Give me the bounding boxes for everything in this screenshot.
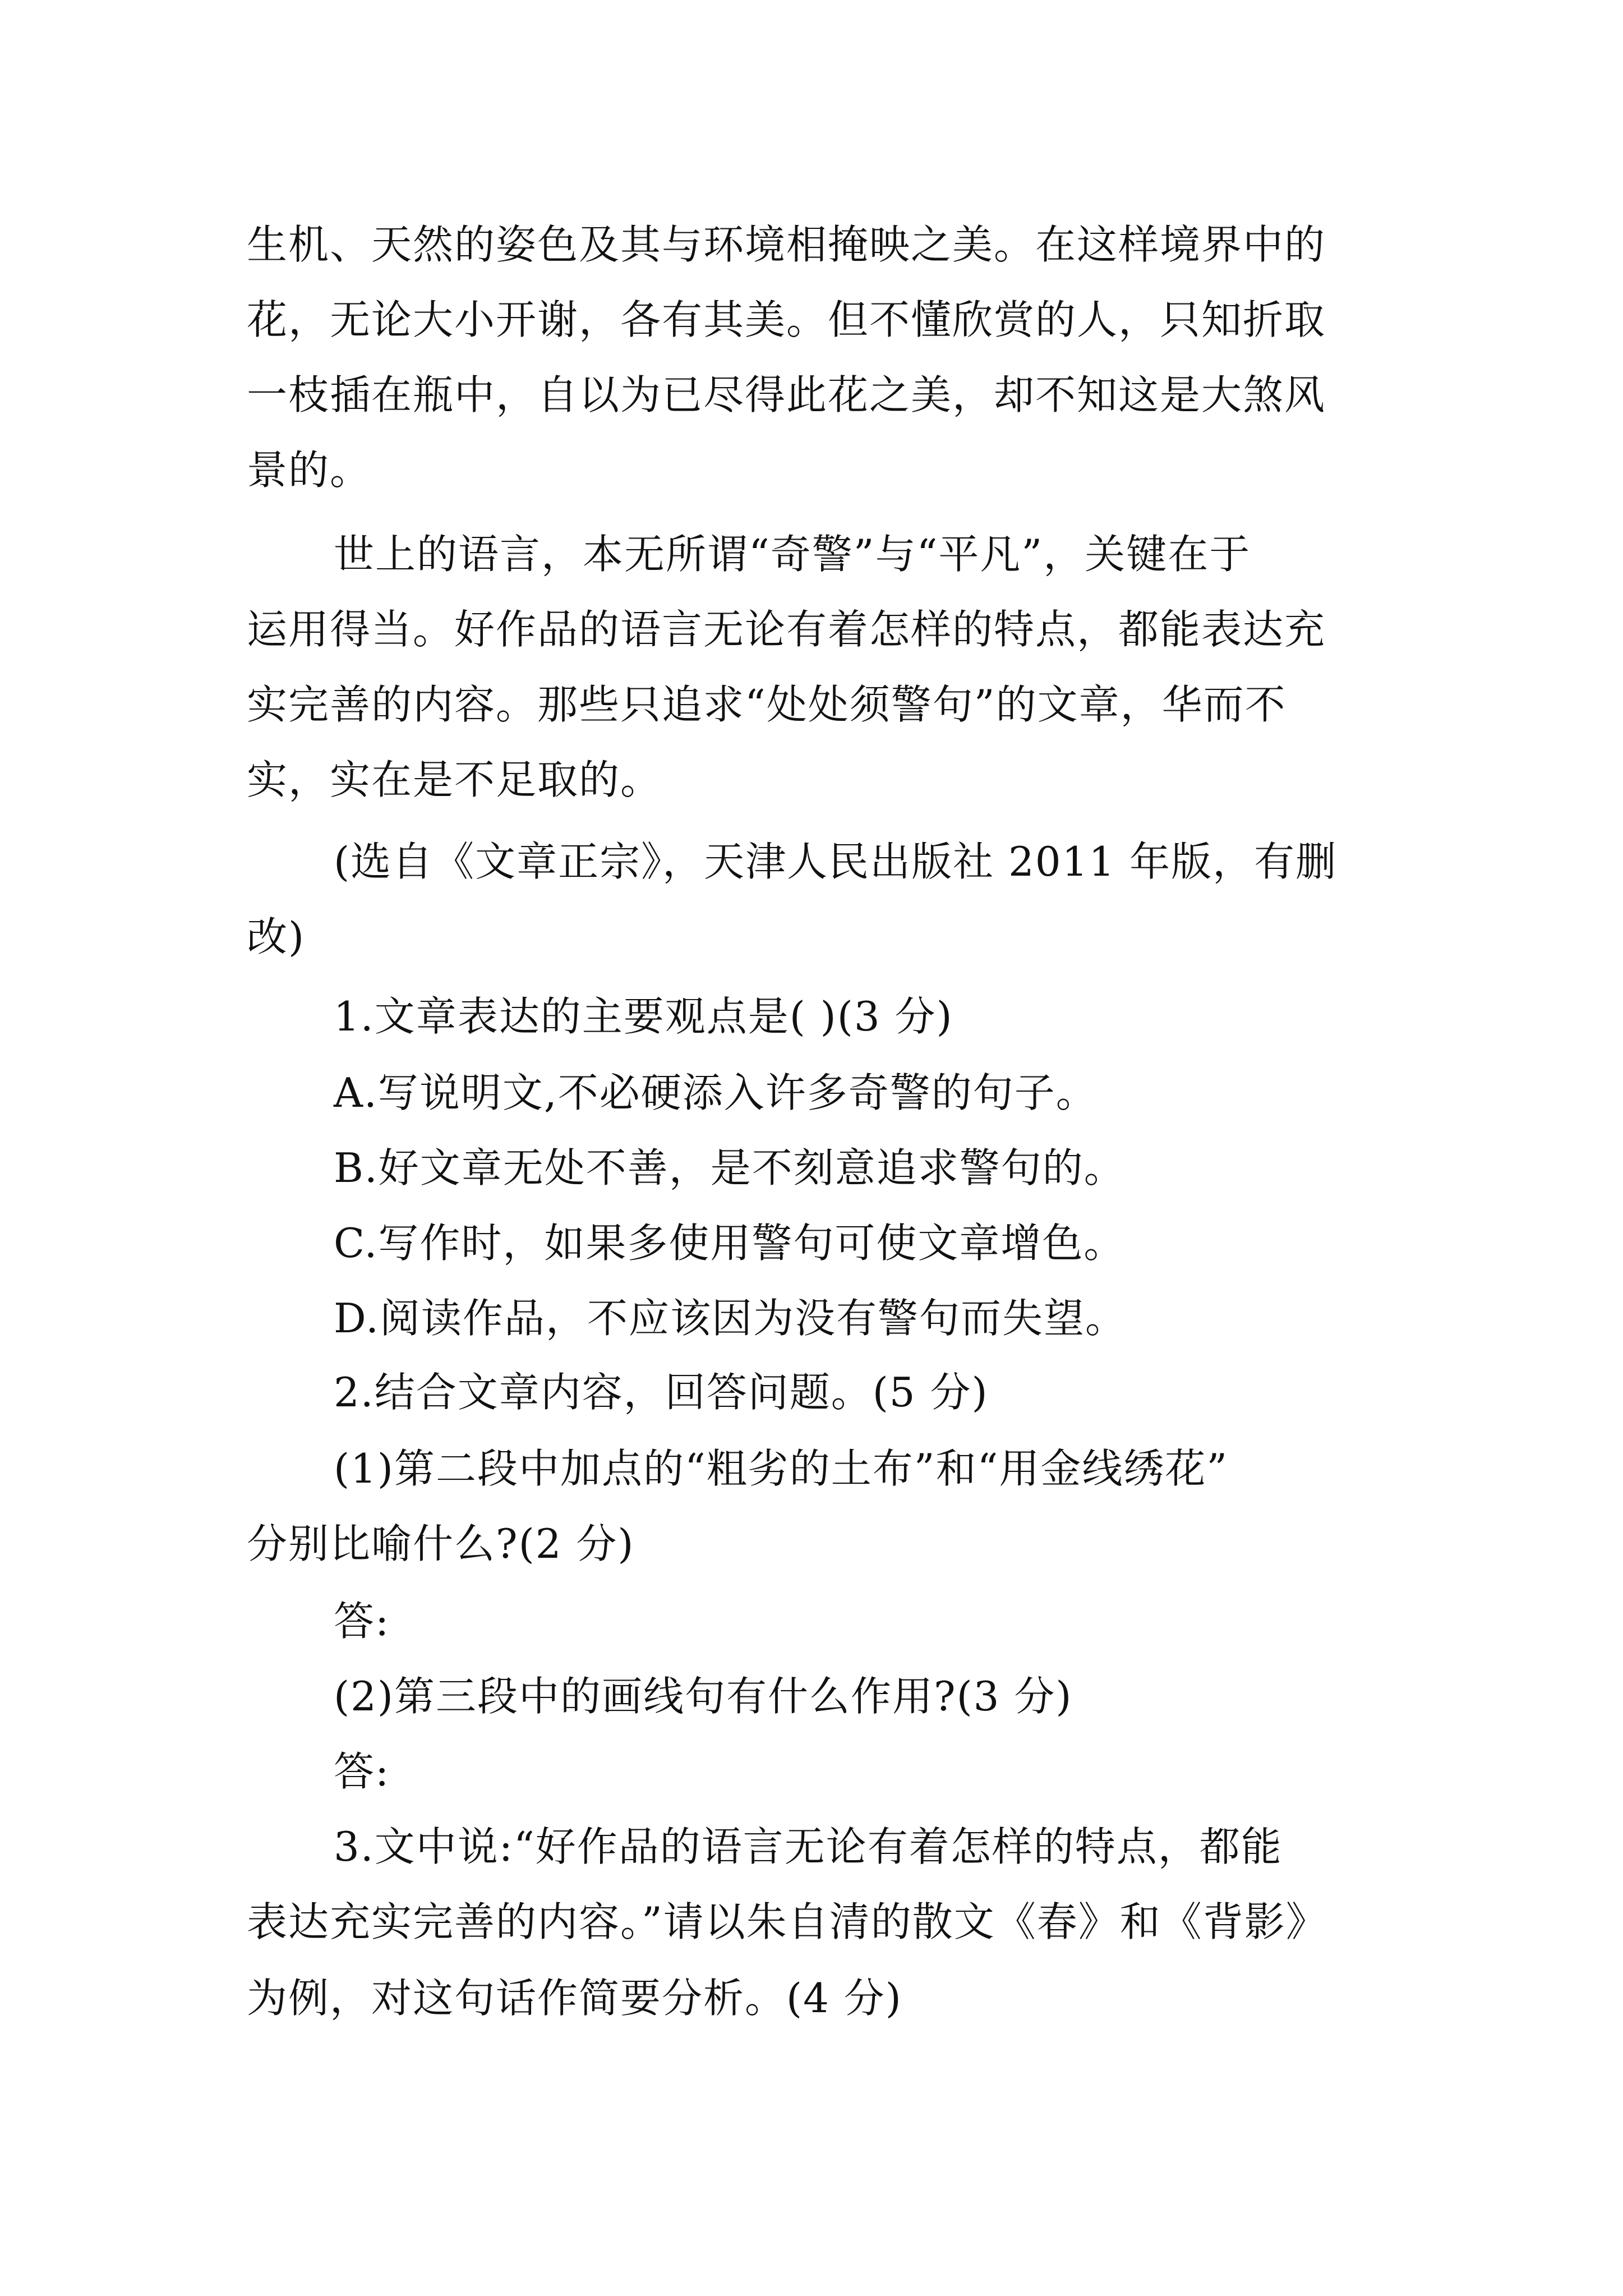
source-line-1: (选自《文章正宗》，天津人民出版社 2011 年版，有删 [334,838,1338,885]
passage-p2-line-1: 世上的语言，本无所谓“奇警”与“平凡”，关键在于 [334,531,1251,578]
question-2-sub2: (2)第三段中的画线句有什么作用?(3 分) [334,1673,1073,1720]
question-1-option-a: A.写说明文,不必硬添入许多奇警的句子。 [334,1069,1098,1116]
question-3-line-3: 为例，对这句话作简要分析。(4 分) [247,1975,902,2022]
passage-p2-line-2: 运用得当。好作品的语言无论有着怎样的特点，都能表达充 [247,606,1326,653]
question-2-answer-2: 答: [334,1748,390,1795]
question-2-sub1-line-1: (1)第二段中加点的“粗劣的土布”和“用金线绣花” [334,1445,1229,1492]
passage-p1-line-4: 景的。 [247,447,372,494]
question-1-option-c: C.写作时，如果多使用警句可使文章增色。 [334,1220,1126,1267]
question-3-line-1: 3.文中说:“好作品的语言无论有着怎样的特点，都能 [334,1823,1283,1870]
passage-p1-line-2: 花，无论大小开谢，各有其美。但不懂欣赏的人，只知折取 [247,296,1326,343]
passage-p1-line-1: 生机、天然的姿色及其与环境相掩映之美。在这样境界中的 [247,221,1326,268]
question-2-answer-1: 答: [334,1598,390,1645]
question-1-option-d: D.阅读作品，不应该因为没有警句而失望。 [334,1295,1127,1342]
question-3-line-2: 表达充实完善的内容。”请以朱自清的散文《春》和《背影》 [247,1898,1327,1945]
question-2-stem: 2.结合文章内容，回答问题。(5 分) [334,1369,989,1416]
question-1-stem: 1.文章表达的主要观点是( )(3 分) [334,993,953,1040]
passage-p2-line-4: 实，实在是不足取的。 [247,756,662,803]
passage-p2-line-3: 实完善的内容。那些只追求“处处须警句”的文章，华而不 [247,681,1287,728]
passage-p1-line-3: 一枝插在瓶中，自以为已尽得此花之美，却不知这是大煞风 [247,371,1326,418]
question-2-sub1-line-2: 分别比喻什么?(2 分) [247,1520,635,1567]
question-1-option-b: B.好文章无处不善，是不刻意追求警句的。 [334,1144,1126,1191]
source-line-2: 改) [247,913,306,960]
